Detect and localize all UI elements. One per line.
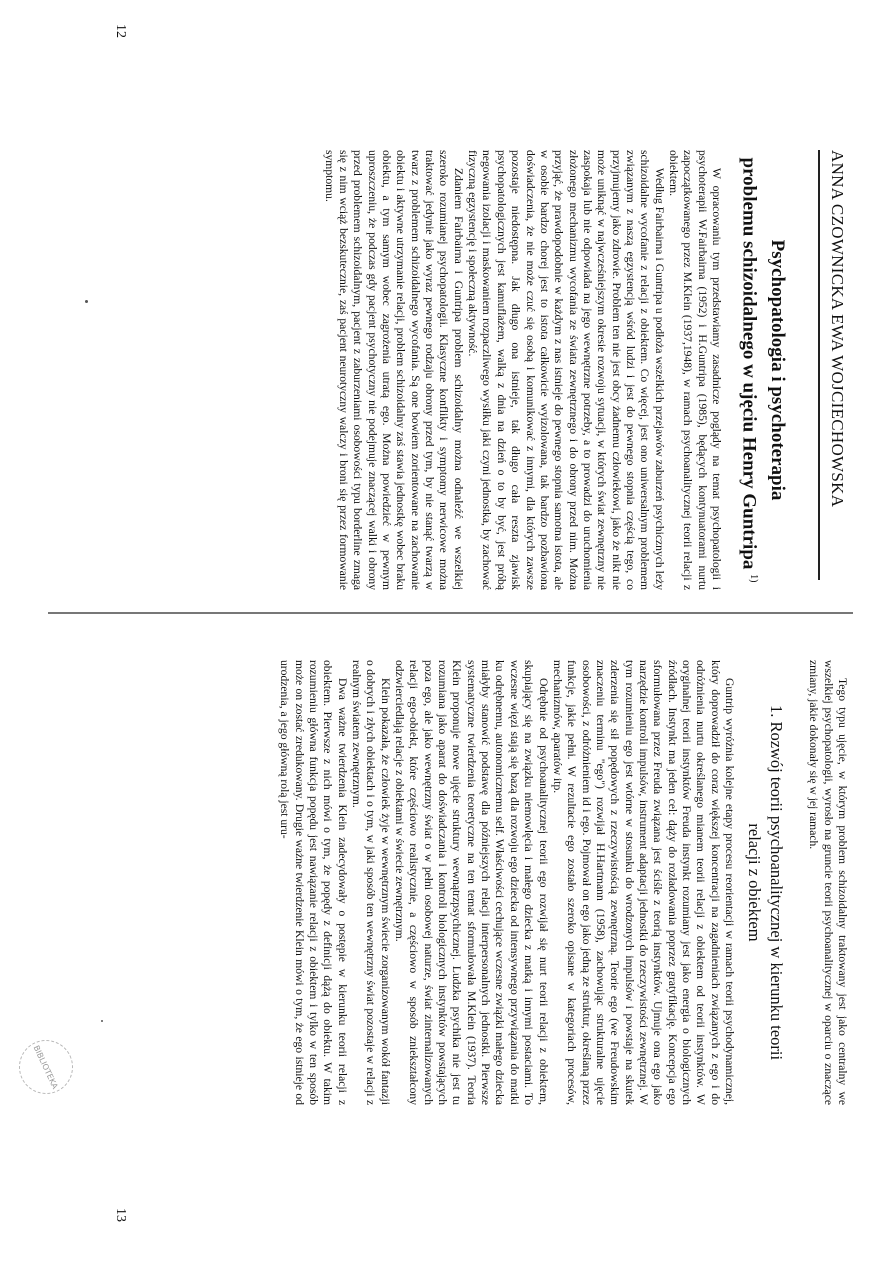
header-rule: [819, 150, 821, 580]
running-header-authors: ANNA CZOWNICKA EWA WOJCIECHOWSKA: [828, 150, 847, 508]
paragraph: Zdaniem Fairbairna i Guntripa problem schizoidalny można odnaleźć we wszelkiej szeroko rozumianej psychopatologii. Klasyczne konflikty i symptomy nerwicowe można traktować jedynie jako wyraz pewnego rodzaju obrony przed tym, by nie stanąć twarzą w twarz z problemem schizoidalnego wycofania. Są one bowiem zorientowane na zachowanie obiektu i aktywne utrzymanie relacji, problem schizoidalny zaś stawia jednostkę wobec braku obiektu, a tym samym wobec zagrożenia utratą ego. Można powiedzieć w pewnym uproszczeniu, że podczas gdy pacjent psychotyczny nie podejmuje znaczącej walki i obrony przed problemem schizoidalnym, pacjent z zaburzeniami osobowości typu borderline zmaga się z nim wciąż bezskutecznie, zaś pacjent neurotyczny walczy i broni się przez formowanie symptomu.: [322, 150, 465, 590]
page-number-right: 13: [113, 1208, 128, 1222]
right-page-body: [277, 660, 736, 1105]
paragraph: Tego typu ujęcie, w którym problem schizoidalny traktowany jest jako centralny we wszelkiej psychopatologii, wyrosło na gruncie teorii psychoanalitycznej w oparciu o znaczące zmiany, jakie dokonały się w jej ramach.: [807, 660, 849, 1105]
paragraph: Według Fairbairna i Guntripa u podłoża wszelkich przejawów zaburzeń psychicznych leży schizoidalne wycofanie z relacji z obiektem. Co więcej, jest ono uniwersalnym problemem związanym z naszą egzystencją wśród ludzi i jest do pewnego stopnia częścią tego, co przyjmujemy jako zdrowie. Problem ten nie jest obcy żadnemu człowiekowi, jako że nikt nie może uniknąć w najwcześniejszym okresie rozwoju sytuacji, w których świat zewnętrzny nie zaspokaja lub nie odpowiada na jego wewnętrzne potrzeby, a to prowadzi do uruchomienia złożonego mechanizmu wycofania ze świata zewnętrznego i do obrony przed nim. Można przyjąć, że prawdopodobnie w każdym z nas istnieje do pewnego stopnia samotna istota, ale w osobie bardzo chorej jest to istota całkowicie wyizolowana, tak bardzo pozbawiona doświadczenia, że nie może czuć się osobą i komunikować z innymi, dla których zawsze pozostaje niedostępna. Jak długo ona istnieje, tak długo cała reszta zjawisk psychopatologicznych jest kamuflażem, walką z dnia na dzień o to by być, jest próbą negowania izolacji i maskowaniem rozpaczliwego wysiłku jaki czyni jednostka, by zachować fizyczną egzystencję i społeczną aktywność.: [466, 150, 666, 590]
page-left: [0, 0, 893, 620]
paragraph: Guntrip wyróżnia kolejne etapy procesu reorientacji w ramach teorii psychodynamicznej, który doprowadził do coraz większej koncentracji na zagadnieniach związanych z ego i do odróżnienia nurtu określanego mianem teorii relacji z obiektem od teorii instynktów. W oryginalnej teorii instynktów Freuda instynkt rozumiany jest jako energia o biologicznych źródłach. Instynkt ma jeden cel: dąży do rozładowania poprzez gratyfikację. Koncepcja ego sformułowana przez Freuda związana jest ściśle z teorią instynktów. Ujmuje ona ego jako narzędzie kontroli impulsów, instrument adaptacji jednostki do rzeczywistości zewnętrznej. W tym rozumieniu ego jest wtórne w stosunku do wrodzonych impulsów i powstaje na skutek zderzenia się sił popędowych z rzeczywistością zewnętrzną. Teorie ego (we Freudowskim znaczeniu terminu "ego") rozwijał H.Hartmann (1958), zachowując strukturalne ujęcie osobowości, z odróżnieniem id i ego. Pojmował on ego jako jedną ze struktur, określaną przez funkcje, jakie pełni. W rezultacie ego zostało szeroko opisane w kategoriach procesów, mechanizmów, aparatów itp.: [550, 660, 736, 1105]
gutter-line: [48, 612, 853, 614]
section-heading: [743, 660, 787, 1105]
paragraph: Odrębnie od psychoanalitycznej teorii ego rozwijał się nurt teorii relacji z obiektem, skupiający się na związku niemowlęcia i małego dziecka z matką i innymi postaciami. To wczesne więzi stają się bazą dla rozwoju ego dziecka od intensywnego przywiązania do matki ku odrębnemu, autonomicznemu self. Właściwości cechujące wczesne związki małego dziecka miałyby stanowić podstawę dla późniejszych relacji interpersonalnych jednostki. Pierwsze systematyczne twierdzenia teoretyczne na ten temat sformułowała M.Klein (1937). Teoria Klein proponuje nowe ujęcie struktury wewnątrzpsychicznej. Ludzka psychika nie jest tu rozumiana jako aparat do doświadczania i kontroli biologicznych instynktów powstających poza ego, ale jako wewnętrzny świat o w pełni osobowej naturze, świat zinternalizowanych relacji ego-obiekt, które częściowo realistycznie, a częściowo w sposób zniekształcony odzwierciedlają relacje z obiektami w świecie zewnętrznym.: [393, 660, 550, 1105]
page-number-left: 12: [113, 24, 128, 38]
article-title: [737, 150, 789, 590]
title-line-1: Psychopatologia i psychoterapia: [767, 239, 788, 501]
section-heading-line-2: relacji z obiektem: [745, 823, 764, 942]
title-line-2-text: problemu schizoidalnego w ujęciu Henry Guntripa: [738, 157, 760, 570]
paragraph: Dwa ważne twierdzenia Klein zadecydowały o postępie w kierunku teorii relacji z obiektem. Pierwsze z nich mówi o tym, że popędy z definicji dążą do obiektu. W takim rozumieniu główna funkcja popędu jest nawiązanie relacji z obiektem i tylko w ten sposób może on zostać zredukowany. Drugie ważne twierdzenie Klein mówi o tym, że ego istnieje od urodzenia, a jego główną rolą jest uru-: [278, 660, 349, 1105]
library-stamp-icon: BIBLIOTEKA: [10, 1031, 82, 1103]
scan-speck: [101, 1020, 103, 1022]
scan-speck: [85, 300, 88, 303]
title-line-2: [737, 150, 765, 590]
intro-paragraph-block: [806, 660, 849, 1105]
footnote-mark: 1): [748, 574, 759, 583]
paragraph: Klein pokazała, że człowiek żyje w wewnętrznym świecie zorganizowanym wokół fantazji o dobrych i złych obiektach i o tym, w jaki sposób ten wewnętrzny świat pozostaje w relacji z realnym światem zewnętrznym.: [350, 660, 392, 1105]
paragraph: W opracowaniu tym przedstawiamy zasadnicze poglądy na temat psychopatologii i psychoterapii W.Fairbairna (1952) i H.Guntripa (1985), będących kontynuatorami nurtu zapoczątkowanego przez M.Klein (1937,1948), w ramach psychoanalitycznej teorii relacji z obiektem.: [666, 150, 723, 590]
section-heading-line-1: 1. Rozwój teorii psychoanalitycznej w kierunku teorii: [767, 704, 786, 1061]
left-page-body: [321, 150, 723, 590]
